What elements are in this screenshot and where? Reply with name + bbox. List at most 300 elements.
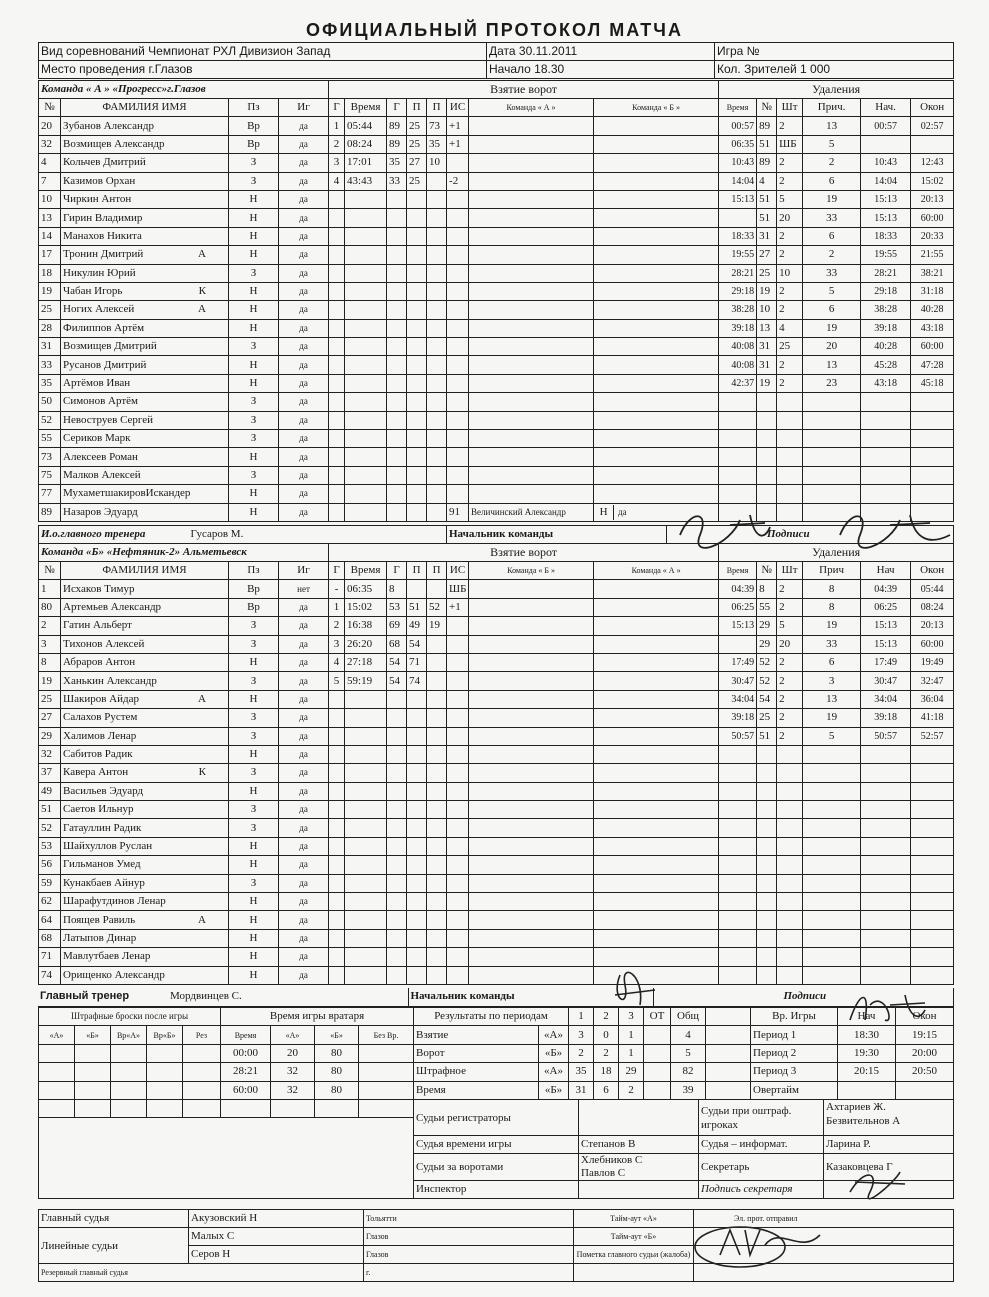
player-number: 75 <box>39 466 61 484</box>
penalty-minutes: 10 <box>777 264 803 282</box>
goal-assist <box>407 580 427 598</box>
team-b-table <box>38 543 954 985</box>
penalty-player: 52 <box>757 672 777 690</box>
penalty-time: 50:57 <box>719 727 757 745</box>
inspector-label: Инспектор <box>414 1181 579 1199</box>
goal-number: 4 <box>329 172 345 190</box>
result-label: Штрафное <box>414 1063 539 1081</box>
player-row <box>39 209 954 227</box>
penalty-reason: 20 <box>803 338 861 356</box>
player-position: Н <box>229 227 279 245</box>
goal-situation: ШБ <box>447 580 469 598</box>
result-p3: 2 <box>619 1081 644 1099</box>
linesman-city: Глазов <box>364 1246 574 1264</box>
penalty-minutes: 2 <box>777 301 803 319</box>
goal-number: 2 <box>329 135 345 153</box>
player-played: да <box>279 209 329 227</box>
player-name: Тихонов Алексей <box>63 637 145 650</box>
player-played: да <box>279 154 329 172</box>
goal-time: 27:18 <box>345 653 387 671</box>
team-b-chief-label: Начальник команды <box>408 988 653 1006</box>
match-date: Дата 30.11.2011 <box>487 43 715 61</box>
timeout-b: Тайм-аут «Б» <box>574 1228 694 1246</box>
player-name: Кунакбаев Айнур <box>63 876 145 889</box>
player-played: да <box>279 319 329 337</box>
column-header: П <box>407 562 427 580</box>
column-header: Шт <box>777 562 803 580</box>
penalty-start: 38:28 <box>861 301 911 319</box>
penalty-start: 06:25 <box>861 598 911 616</box>
player-position: Вр <box>229 598 279 616</box>
result-total: 39 <box>671 1081 706 1099</box>
player-name: Казимов Орхан <box>63 174 136 187</box>
penalty-player: 89 <box>757 117 777 135</box>
penalty-start: 15:13 <box>861 209 911 227</box>
player-position: З <box>229 764 279 782</box>
penalty-player: 52 <box>757 653 777 671</box>
penalty-time: 40:08 <box>719 338 757 356</box>
player-number: 89 <box>39 503 61 521</box>
player-name: Латыпов Динар <box>63 932 137 944</box>
penalty-minutes: 2 <box>777 598 803 616</box>
column-header: Пз <box>229 562 279 580</box>
player-played: да <box>279 227 329 245</box>
game-time-row <box>706 1044 954 1062</box>
penalty-end: 36:04 <box>911 690 954 708</box>
player-position: Н <box>229 782 279 800</box>
goal-scorer: 54 <box>387 672 407 690</box>
player-position: Н <box>229 319 279 337</box>
penalty-reason: 2 <box>803 154 861 172</box>
player-row <box>39 911 954 929</box>
result-p3: 29 <box>619 1063 644 1081</box>
penalty-time: 38:28 <box>719 301 757 319</box>
penalty-end: 12:43 <box>911 154 954 172</box>
result-p3: 1 <box>619 1026 644 1044</box>
player-row <box>39 338 954 356</box>
result-row <box>414 1026 706 1044</box>
penalty-end: 08:24 <box>911 598 954 616</box>
goal-judges-label: Судьи за воротами <box>414 1154 579 1181</box>
player-row <box>39 466 954 484</box>
linesman: Малых С <box>189 1228 364 1246</box>
penalty-player: 31 <box>757 227 777 245</box>
penalty-start: 40:28 <box>861 338 911 356</box>
player-name: Тронин Дмитрий <box>63 248 144 261</box>
goal-assist: 19 <box>427 617 447 635</box>
column-header: № <box>757 99 777 117</box>
player-position: Н <box>229 301 279 319</box>
goal-number: 5 <box>329 672 345 690</box>
player-played: да <box>279 448 329 466</box>
player-row <box>39 227 954 245</box>
penalty-start: 34:04 <box>861 690 911 708</box>
column-header: Время <box>719 562 757 580</box>
gk-col: Время <box>221 1026 271 1044</box>
player-position: З <box>229 430 279 448</box>
period-col: ОТ <box>644 1008 671 1026</box>
penalty-minutes: 2 <box>777 117 803 135</box>
player-position: З <box>229 411 279 429</box>
player-row <box>39 319 954 337</box>
shootout-col: «А» <box>39 1026 75 1044</box>
goal-situation <box>447 653 469 671</box>
player-name: МухаметшакировИскандер <box>63 487 191 500</box>
informer-label: Судья – информат. <box>699 1136 824 1154</box>
player-position: З <box>229 264 279 282</box>
player-number: 51 <box>39 801 61 819</box>
player-name: Русанов Дмитрий <box>63 358 147 371</box>
penalty-time: 28:21 <box>719 264 757 282</box>
penalty-end: 52:57 <box>911 727 954 745</box>
penalty-time: 00:57 <box>719 117 757 135</box>
penalty-reason: 8 <box>803 598 861 616</box>
goal-time: 43:43 <box>345 172 387 190</box>
head-ref-city: Тольятти <box>364 1210 574 1228</box>
player-row <box>39 172 954 190</box>
penalty-box-judge: Безвительнов А <box>826 1115 901 1127</box>
player-position: Н <box>229 209 279 227</box>
column-header: П <box>427 99 447 117</box>
player-played: да <box>279 893 329 911</box>
goal-judge: Павлов С <box>581 1167 626 1179</box>
player-name: Шайхуллов Руслан <box>63 840 153 853</box>
player-row <box>39 411 954 429</box>
player-name: Абраров Антон <box>63 656 136 669</box>
period-label: Овертайм <box>751 1081 838 1099</box>
player-name: Ногих Алексей <box>63 303 135 316</box>
goal-assist: 35 <box>427 135 447 153</box>
player-number: 27 <box>39 709 61 727</box>
player-row <box>39 635 954 653</box>
player-row <box>39 580 954 598</box>
result-team: «Б» <box>539 1081 569 1099</box>
player-played: да <box>279 246 329 264</box>
player-role: А <box>198 303 206 316</box>
result-p2: 18 <box>594 1063 619 1081</box>
penalty-end: 15:02 <box>911 172 954 190</box>
player-name: Гатин Альберт <box>63 619 132 632</box>
penalty-minutes: 5 <box>777 617 803 635</box>
column-header: Команда « Б » <box>594 99 719 117</box>
penalty-reason: 33 <box>803 209 861 227</box>
period-end <box>896 1081 954 1099</box>
player-name: Назаров Эдуард <box>63 505 138 518</box>
penalty-reason: 5 <box>803 727 861 745</box>
player-row <box>39 356 954 374</box>
player-name: Невоструев Сергей <box>63 413 154 426</box>
penalty-player: 25 <box>757 264 777 282</box>
penalty-start: 39:18 <box>861 709 911 727</box>
penalty-minutes: 2 <box>777 172 803 190</box>
column-header: Время <box>345 562 387 580</box>
penalty-minutes: 2 <box>777 709 803 727</box>
penalty-time: 18:33 <box>719 227 757 245</box>
penalty-start: 04:39 <box>861 580 911 598</box>
spectators: Кол. Зрителей 1 000 <box>715 61 954 79</box>
penalty-time: 15:13 <box>719 190 757 208</box>
player-name: Возмищев Дмитрий <box>63 340 157 353</box>
player-number: 19 <box>39 672 61 690</box>
player-position: З <box>229 874 279 892</box>
period-start: 19:30 <box>838 1044 896 1062</box>
extra-player-played: да <box>618 506 627 517</box>
gk-time: 28:21 <box>221 1063 271 1081</box>
player-played: да <box>279 635 329 653</box>
player-row <box>39 135 954 153</box>
penalty-reason: 8 <box>803 580 861 598</box>
player-number: 31 <box>39 338 61 356</box>
player-played: да <box>279 356 329 374</box>
penalty-player: 19 <box>757 374 777 392</box>
team-b-sign-label: Подписи <box>653 988 953 1006</box>
player-number: 4 <box>39 154 61 172</box>
goal-time: 05:44 <box>345 117 387 135</box>
shootout-col: «Б» <box>75 1026 111 1044</box>
player-played: да <box>279 727 329 745</box>
game-time-col: Вр. Игры <box>751 1008 838 1026</box>
period-col: 2 <box>594 1008 619 1026</box>
goal-scorer: 33 <box>387 172 407 190</box>
goal-assist: 71 <box>407 653 427 671</box>
goal-assist: 51 <box>407 598 427 616</box>
player-number: 33 <box>39 356 61 374</box>
penalty-reason: 6 <box>803 301 861 319</box>
penalty-minutes: 25 <box>777 338 803 356</box>
column-header: Прич. <box>803 99 861 117</box>
player-row <box>39 819 954 837</box>
team-a-table <box>38 80 954 522</box>
linesman-city: Глазов <box>364 1228 574 1246</box>
penalty-end: 31:18 <box>911 282 954 300</box>
player-position: Вр <box>229 117 279 135</box>
penalty-end: 60:00 <box>911 635 954 653</box>
player-number: 10 <box>39 190 61 208</box>
extra-player-position: Н <box>594 505 614 520</box>
goals-label: Взятие ворот <box>329 544 719 562</box>
penalty-minutes: 2 <box>777 727 803 745</box>
player-name: Халимов Ленар <box>63 729 137 742</box>
column-header: Команда « А » <box>469 99 594 117</box>
player-played: да <box>279 338 329 356</box>
penalty-end: 05:44 <box>911 580 954 598</box>
goal-assist: 27 <box>407 154 427 172</box>
column-header: № <box>39 562 61 580</box>
player-row <box>39 948 954 966</box>
penalty-minutes: 4 <box>777 319 803 337</box>
penalty-start: 29:18 <box>861 282 911 300</box>
column-header: ИС <box>447 562 469 580</box>
penalty-player: 8 <box>757 580 777 598</box>
goal-assist: 25 <box>407 135 427 153</box>
penalty-start: 18:33 <box>861 227 911 245</box>
timekeeper-label: Судья времени игры <box>414 1136 579 1154</box>
player-row <box>39 929 954 947</box>
penalty-player: 51 <box>757 727 777 745</box>
player-number: 2 <box>39 617 61 635</box>
penalty-player: 13 <box>757 319 777 337</box>
player-name: Сериков Марк <box>63 432 131 445</box>
player-number: 19 <box>39 282 61 300</box>
column-header: П <box>427 562 447 580</box>
player-position: Н <box>229 190 279 208</box>
result-ot <box>644 1063 671 1081</box>
player-row <box>39 617 954 635</box>
penalty-reason: 13 <box>803 690 861 708</box>
player-played: да <box>279 874 329 892</box>
player-played: да <box>279 374 329 392</box>
result-team: «А» <box>539 1063 569 1081</box>
penalty-start: 19:55 <box>861 246 911 264</box>
goal-scorer: 53 <box>387 598 407 616</box>
gk-col: «Б» <box>315 1026 359 1044</box>
penalty-time: 40:08 <box>719 356 757 374</box>
game-time-col: Нач <box>838 1008 896 1026</box>
result-p2: 6 <box>594 1081 619 1099</box>
column-header: ФАМИЛИЯ ИМЯ <box>61 99 229 117</box>
gk-b: 80 <box>315 1044 359 1062</box>
penalty-player: 29 <box>757 617 777 635</box>
player-role: А <box>198 692 206 705</box>
penalty-player: 31 <box>757 338 777 356</box>
player-played: да <box>279 172 329 190</box>
signature-coach-b <box>840 985 930 1030</box>
column-header: ФАМИЛИЯ ИМЯ <box>61 562 229 580</box>
player-number: 52 <box>39 411 61 429</box>
player-name: Ханькин Александр <box>63 674 157 687</box>
player-name: Возмищев Александр <box>63 137 165 150</box>
player-role: А <box>198 248 206 261</box>
column-header: Пз <box>229 99 279 117</box>
player-number: 49 <box>39 782 61 800</box>
player-row <box>39 801 954 819</box>
penalty-end: 40:28 <box>911 301 954 319</box>
penalty-time <box>719 209 757 227</box>
gk-a: 20 <box>271 1044 315 1062</box>
result-team: «А» <box>539 1026 569 1044</box>
player-position: Н <box>229 690 279 708</box>
result-ot <box>644 1026 671 1044</box>
player-played: да <box>279 801 329 819</box>
penalty-player: 54 <box>757 690 777 708</box>
goal-assist: 25 <box>407 117 427 135</box>
team-name: Команда «Б» «Нефтяник-2» Альметьевск <box>39 544 329 562</box>
result-p1: 35 <box>569 1063 594 1081</box>
period-end: 20:00 <box>896 1044 954 1062</box>
game-time-col: Окон <box>896 1008 954 1026</box>
column-header: Иг <box>279 99 329 117</box>
page-title: ОФИЦИАЛЬНЫЙ ПРОТОКОЛ МАТЧА <box>306 20 683 40</box>
shootout-col: Вр«А» <box>111 1026 147 1044</box>
player-position: З <box>229 338 279 356</box>
penalty-end: 32:47 <box>911 672 954 690</box>
player-played: да <box>279 819 329 837</box>
player-row <box>39 672 954 690</box>
goals-label: Взятие ворот <box>329 81 719 99</box>
column-header: Окон <box>911 99 954 117</box>
period-col: 1 <box>569 1008 594 1026</box>
penalty-time <box>719 635 757 653</box>
player-row <box>39 117 954 135</box>
player-number: 29 <box>39 727 61 745</box>
period-start: 18:30 <box>838 1026 896 1044</box>
penalty-time: 39:18 <box>719 709 757 727</box>
column-header: Команда « Б » <box>469 562 594 580</box>
penalty-minutes: 2 <box>777 356 803 374</box>
player-number: 13 <box>39 209 61 227</box>
penalty-time: 42:37 <box>719 374 757 392</box>
player-row <box>39 837 954 855</box>
reserve-label: Резервный главный судья <box>39 1264 364 1282</box>
player-played: да <box>279 764 329 782</box>
player-row <box>39 690 954 708</box>
penalty-player: 89 <box>757 154 777 172</box>
goal-assist <box>427 635 447 653</box>
penalty-reason: 3 <box>803 672 861 690</box>
player-played: да <box>279 617 329 635</box>
player-played: да <box>279 929 329 947</box>
team-a-chief-label: Начальник команды <box>447 526 667 544</box>
game-time-row <box>706 1081 954 1099</box>
player-number: 8 <box>39 653 61 671</box>
penalty-reason: 6 <box>803 172 861 190</box>
player-played: да <box>279 948 329 966</box>
goal-situation: -2 <box>447 172 469 190</box>
result-row <box>414 1081 706 1099</box>
start-time: Начало 18.30 <box>487 61 715 79</box>
gk-time: 60:00 <box>221 1081 271 1099</box>
player-name: Васильев Эдуард <box>63 784 144 797</box>
player-played: да <box>279 653 329 671</box>
player-played: да <box>279 117 329 135</box>
reserve-city: г. <box>364 1264 574 1282</box>
penalty-minutes: 2 <box>777 672 803 690</box>
player-position: Н <box>229 893 279 911</box>
player-position: Н <box>229 356 279 374</box>
game-time-row <box>706 1063 954 1081</box>
penalty-time: 34:04 <box>719 690 757 708</box>
penalty-start: 10:43 <box>861 154 911 172</box>
period-end: 19:15 <box>896 1026 954 1044</box>
penalty-start: 50:57 <box>861 727 911 745</box>
column-header: Г <box>329 562 345 580</box>
player-name: Никулин Юрий <box>63 266 136 279</box>
goal-time: 08:24 <box>345 135 387 153</box>
player-name: Исхаков Тимур <box>63 582 135 595</box>
player-number: 7 <box>39 172 61 190</box>
player-number: 64 <box>39 911 61 929</box>
player-position: Н <box>229 282 279 300</box>
result-ot <box>644 1044 671 1062</box>
player-number: 18 <box>39 264 61 282</box>
penalty-player: 27 <box>757 246 777 264</box>
player-played: да <box>279 911 329 929</box>
goal-number: 1 <box>329 117 345 135</box>
penalty-minutes: 20 <box>777 209 803 227</box>
signature-secretary <box>840 1162 910 1207</box>
signature-head-referee <box>690 1215 830 1275</box>
player-name: Зубанов Александр <box>63 119 154 132</box>
player-position: Н <box>229 966 279 984</box>
penalty-minutes: 2 <box>777 246 803 264</box>
player-position: Н <box>229 485 279 503</box>
player-played: да <box>279 672 329 690</box>
player-name: Поящев Равиль <box>63 913 136 926</box>
column-header: Нач <box>861 562 911 580</box>
player-number: 68 <box>39 929 61 947</box>
goal-assist <box>427 653 447 671</box>
column-header: Время <box>719 99 757 117</box>
